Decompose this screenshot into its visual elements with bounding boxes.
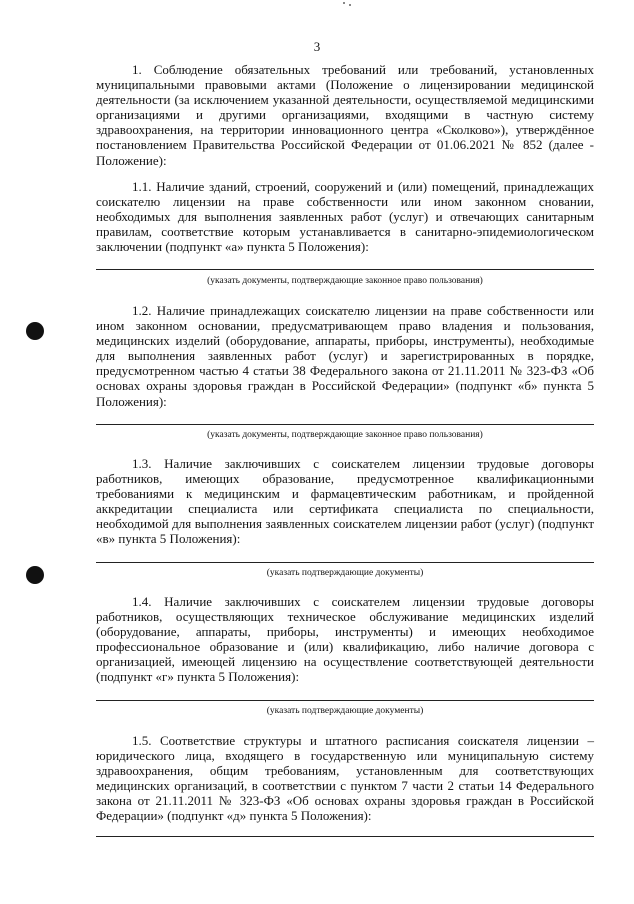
paragraph-1-2-text: 1.2. Наличие принадлежащих соискателю лицензии на праве собственности или ином законном основании, предусматривающем право владения и пользования, медицинских изделий (оборудование, аппараты, приборы, инструменты), необходимые для выполнения заявленных работ (услуг) и зарегистрированных в порядке, предусмотренном частью 4 статьи 38 Федерального закона от 21.11.2011 № 323-ФЗ «Об основах охраны здоровья граждан в Российской Федерации» (подпункт «б» пункта 5 Положения): bbox=[96, 303, 594, 409]
paragraph-1-2 bbox=[96, 303, 594, 409]
page-number: 3 bbox=[313, 39, 321, 54]
caption-1-1: (указать документы, подтверждающие законное право пользования) bbox=[207, 276, 483, 286]
paragraph-1-4-text: 1.4. Наличие заключивших с соискателем лицензии трудовые договоры работников, осуществляющих техническое обслуживание медицинских изделий (оборудование, аппараты, приборы, инструменты) и имеющих необходимое профессиональное образование и (или) квалификацию, либо наличие договора с организацией, имеющей лицензию на осуществление соответствующей деятельности (подпункт «г» пункта 5 Положения): bbox=[96, 594, 594, 685]
paragraph-1-3 bbox=[96, 456, 594, 547]
paragraph-1-1-text: 1.1. Наличие зданий, строений, сооружений и (или) помещений, принадлежащих соискателю лицензии на праве собственности или ином законном сновании, необходимых для выполнения заявленных работ (услуг) и отвечающих санитарным правилам, соответствие которым устанавливается в санитарно-эпидемиологическом заключении (подпункт «а» пункта 5 Положения): bbox=[96, 179, 594, 255]
punch-hole bbox=[26, 322, 44, 340]
caption-1-4: (указать подтверждающие документы) bbox=[266, 706, 424, 716]
scan-speck bbox=[343, 2, 345, 4]
caption-1-2: (указать документы, подтверждающие законное право пользования) bbox=[207, 430, 483, 440]
answer-line bbox=[96, 836, 594, 837]
paragraph-1-5 bbox=[96, 733, 594, 824]
answer-line bbox=[96, 269, 594, 270]
paragraph-1-3-text: 1.3. Наличие заключивших с соискателем лицензии трудовые договоры работников, имеющих образование, предусмотренное квалификационными требованиями к медицинским и фармацевтическим работникам, и пройденной аккредитации специалиста или сертификата специалиста по специальности, необходимой для выполнения заявленных соискателем лицензии работ (услуг) (подпункт «в» пункта 5 Положения): bbox=[96, 456, 594, 547]
paragraph-1-text: 1. Соблюдение обязательных требований или требований, установленных муниципальными правовыми актами (Положение о лицензировании медицинской деятельности (за исключением указанной деятельности, осуществляемой медицинскими организациями и другими организациями, входящими в частную систему здравоохранения, на территории инновационного центра «Сколково»), утверждённое постановлением Правительства Российской Федерации от 01.06.2021 № 852 (далее - Положение): bbox=[96, 62, 594, 168]
answer-line bbox=[96, 424, 594, 425]
answer-line bbox=[96, 700, 594, 701]
paragraph-1 bbox=[96, 62, 594, 168]
paragraph-1-1 bbox=[96, 179, 594, 254]
answer-line bbox=[96, 562, 594, 563]
paragraph-1-5-text: 1.5. Соответствие структуры и штатного расписания соискателя лицензии – юридического лица, входящего в государственную или муниципальную систему здравоохранения, общим требованиям, установленным для соответствующих медицинских организаций, в соответствии с пунктом 7 части 2 статьи 14 Федерального закона от 21.11.2011 № 323-ФЗ «Об основах охраны здоровья граждан в Российской Федерации» (подпункт «д» пункта 5 Положения): bbox=[96, 733, 594, 824]
paragraph-1-4 bbox=[96, 594, 594, 685]
caption-1-3: (указать подтверждающие документы) bbox=[266, 568, 424, 578]
punch-hole bbox=[26, 566, 44, 584]
scan-speck bbox=[349, 4, 351, 6]
